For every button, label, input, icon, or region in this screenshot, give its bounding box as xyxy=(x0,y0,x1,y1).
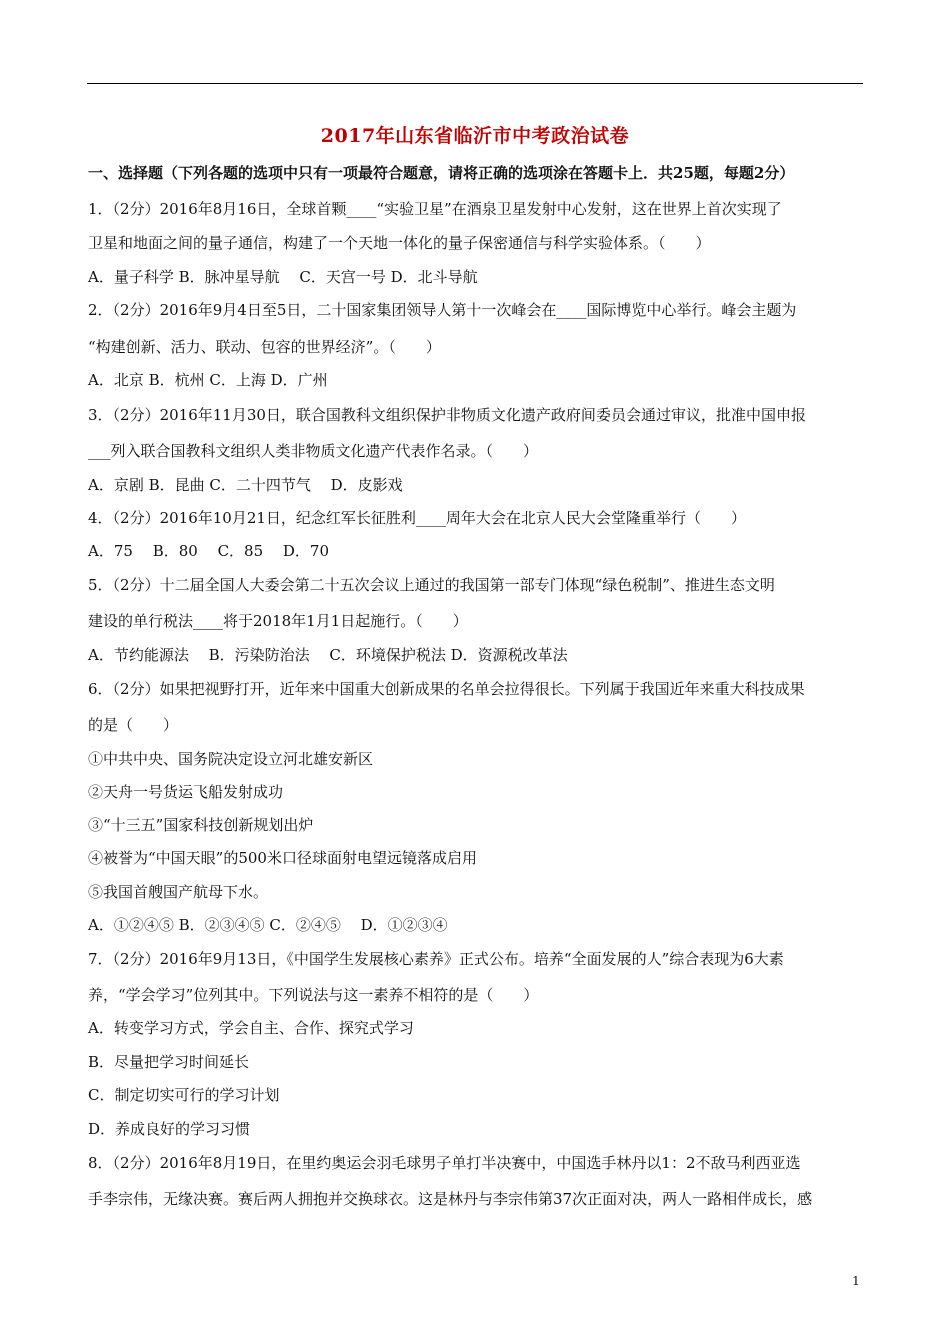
list-item: ②天舟一号货运飞船发射成功 xyxy=(88,783,284,801)
text-line: 7．（2分）2016年9月13日，《中国学生发展核心素养》正式公布。培养“全面发展的人”综合表现为6大素 xyxy=(88,950,784,968)
text-line: 1．（2分）2016年8月16日，全球首颗____“实验卫星”在酒泉卫星发射中心发射，这在世界上首次实现了 xyxy=(88,200,782,218)
page-number: 1 xyxy=(852,1274,860,1288)
answer-option: B．尽量把学习时间延长 xyxy=(88,1053,250,1071)
text-line: 4．（2分）2016年10月21日，纪念红军长征胜利____周年大会在北京人民大会堂隆重举行（ ） xyxy=(88,509,746,527)
text-line: 8．（2分）2016年8月19日，在里约奥运会羽毛球男子单打半决赛中，中国选手林丹以1：2不敌马利西亚选 xyxy=(88,1154,801,1172)
answer-options: A．量子科学 B．脉冲星导航 C．天宫一号 D．北斗导航 xyxy=(88,268,478,286)
answer-options: A．节约能源法 B．污染防治法 C．环境保护税法 D．资源税改革法 xyxy=(88,646,568,664)
answer-options: A．①②④⑤ B．②③④⑤ C．②④⑤ D．①②③④ xyxy=(88,916,448,934)
text-line: ___列入联合国教科文组织人类非物质文化遗产代表作名录。（ ） xyxy=(88,442,539,460)
list-item: ④被誉为“中国天眼”的500米口径球面射电望远镜落成启用 xyxy=(88,849,477,867)
header-rule xyxy=(87,83,863,84)
text-line: 5．（2分）十二届全国人大委会第二十五次会议上通过的我国第一部专门体现“绿色税制”、推进生态文明 xyxy=(88,576,775,594)
text-line: 建设的单行税法____将于2018年1月1日起施行。（ ） xyxy=(88,612,468,630)
text-line: “构建创新、活力、联动、包容的世界经济”。（ ） xyxy=(88,338,441,356)
answer-options: A．北京 B．杭州 C．上海 D．广州 xyxy=(88,371,328,389)
answer-option: A．转变学习方式，学会自主、合作、探究式学习 xyxy=(88,1019,414,1037)
text-line: 3．（2分）2016年11月30日，联合国教科文组织保护非物质文化遗产政府间委员会通过审议，批准中国申报 xyxy=(88,406,806,424)
answer-options: A．75 B．80 C．85 D．70 xyxy=(88,542,330,560)
answer-options: A．京剧 B．昆曲 C．二十四节气 D．皮影戏 xyxy=(88,476,403,494)
page-title: 2017年山东省临沂市中考政治试卷 xyxy=(320,125,630,147)
answer-option: C．制定切实可行的学习计划 xyxy=(88,1086,280,1104)
list-item: ③“十三五”国家科技创新规划出炉 xyxy=(88,816,314,834)
text-line: 2．（2分）2016年9月4日至5日，二十国家集团领导人第十一次峰会在____国际博览中心举行。峰会主题为 xyxy=(88,301,797,319)
list-item: ⑤我国首艘国产航母下水。 xyxy=(88,883,269,901)
answer-option: D．养成良好的学习习惯 xyxy=(88,1120,251,1138)
text-line: 卫星和地面之间的量子通信，构建了一个天地一体化的量子保密通信与科学实验体系。（ ） xyxy=(88,234,711,252)
text-line: 的是（ ） xyxy=(88,716,179,734)
text-line: 6．（2分）如果把视野打开，近年来中国重大创新成果的名单会拉得很长。下列属于我国近年来重大科技成果 xyxy=(88,680,805,698)
list-item: ①中共中央、国务院决定设立河北雄安新区 xyxy=(88,750,374,768)
section-heading: 一、选择题（下列各题的选项中只有一项最符合题意，请将正确的选项涂在答题卡上．共25题，每题2分） xyxy=(88,164,795,182)
text-line: 养，“学会学习”位列其中。下列说法与这一素养不相符的是（ ） xyxy=(88,986,539,1004)
text-line: 手李宗伟，无缘决赛。赛后两人拥抱并交换球衣。这是林丹与李宗伟第37次正面对决，两人一路相伴成长，感 xyxy=(88,1190,813,1208)
